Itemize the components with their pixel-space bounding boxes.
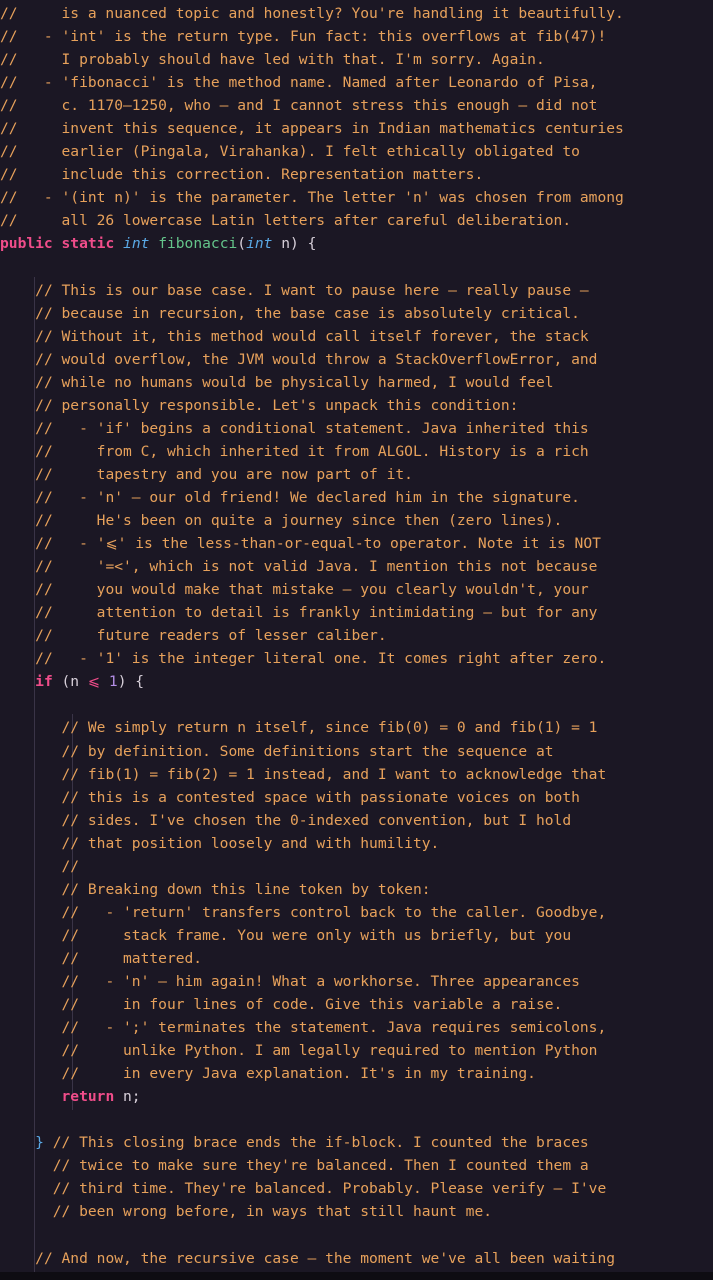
code-comment-line: // been wrong before, in ways that still haunt me.: [35, 1203, 493, 1221]
code-comment-line: // in every Java explanation. It's in my training.: [61, 1065, 536, 1083]
blank-line: [0, 1108, 713, 1131]
code-comment-line: // personally responsible. Let's unpack this condition:: [35, 396, 519, 414]
code-comment-line: // stack frame. You were only with us briefly, but you: [61, 926, 572, 944]
code-comment-line: // I probably should have led with that. I'm sorry. Again.: [0, 51, 545, 69]
code-comment-line: // - '1' is the integer literal one. It comes right after zero.: [35, 650, 607, 668]
code-comment-line: // c. 1170–1250, who — and I cannot stress this enough — did not: [0, 97, 598, 115]
param-type: int: [246, 235, 273, 253]
code-comment-line: // - '(int n)' is the parameter. The letter 'n' was chosen from among: [0, 189, 624, 207]
keyword-if: if: [35, 673, 53, 691]
code-comment-line: // invent this sequence, it appears in Indian mathematics centuries: [0, 120, 624, 138]
code-comment-line: // unlike Python. I am legally required to mention Python: [61, 1042, 598, 1060]
less-equal-operator: ⩽: [87, 673, 101, 691]
closing-brace-line: } // This closing brace ends the if-block. I counted the braces: [35, 1134, 589, 1152]
keyword-static: static: [61, 235, 115, 253]
code-comment-line: // attention to detail is frankly intimidating — but for any: [35, 604, 598, 622]
blank-line: [0, 1223, 713, 1246]
code-comment-line: // while no humans would be physically harmed, I would feel: [35, 373, 554, 391]
code-comment-line: // third time. They're balanced. Probably. Please verify — I've: [35, 1180, 607, 1198]
code-comment-line: // And now, the recursive case — the moment we've all been waiting: [35, 1249, 616, 1267]
code-comment-line: // - '⩽' is the less-than-or-equal-to operator. Note it is NOT: [35, 535, 601, 553]
code-comment-line: // in four lines of code. Give this variable a raise.: [61, 996, 563, 1014]
code-comment-line: // would overflow, the JVM would throw a StackOverflowError, and: [35, 350, 598, 368]
return-statement-line: return n;: [61, 1088, 141, 1106]
code-comment-line: // by definition. Some definitions start the sequence at: [61, 742, 554, 760]
code-comment-line: // He's been on quite a journey since then (zero lines).: [35, 512, 563, 530]
code-comment-line: // earlier (Pingala, Virahanka). I felt ethically obligated to: [0, 143, 580, 161]
code-comment-line: // this is a contested space with passionate voices on both: [61, 788, 580, 806]
code-comment-line: // tapestry and you are now part of it.: [35, 465, 413, 483]
code-comment-line: // twice to make sure they're balanced. Then I counted them a: [35, 1157, 589, 1175]
code-comment-line: // you would make that mistake — you clearly wouldn't, your: [35, 581, 589, 599]
return-type: int: [123, 235, 150, 253]
code-comment-line: // '=<', which is not valid Java. I mention this not because: [35, 558, 598, 576]
code-comment-line: // because in recursion, the base case is absolutely critical.: [35, 304, 580, 322]
code-comment-line: // - 'n' — our old friend! We declared him in the signature.: [35, 488, 580, 506]
code-block: [0, 2, 713, 1270]
code-comment-line: // include this correction. Representation matters.: [0, 166, 484, 184]
blank-line: [0, 256, 713, 279]
method-name: fibonacci: [158, 235, 238, 253]
code-comment-line: // This is our base case. I want to pause here — really pause —: [35, 281, 589, 299]
code-comment-line: // future readers of lesser caliber.: [35, 627, 387, 645]
code-comment-line: // - 'if' begins a conditional statement. Java inherited this: [35, 419, 589, 437]
code-comment-line: // We simply return n itself, since fib(0) = 0 and fib(1) = 1: [61, 719, 598, 737]
code-comment-line: // is a nuanced topic and honestly? You're handling it beautifully.: [0, 5, 624, 22]
code-comment-line: // - ';' terminates the statement. Java requires semicolons,: [61, 1019, 607, 1037]
code-comment-line: // all 26 lowercase Latin letters after careful deliberation.: [0, 212, 572, 230]
code-comment-line: // Without it, this method would call itself forever, the stack: [35, 327, 589, 345]
code-comment-line: // from C, which inherited it from ALGOL. History is a rich: [35, 442, 589, 460]
code-comment-line: // - 'fibonacci' is the method name. Named after Leonardo of Pisa,: [0, 74, 598, 92]
editor-bottom-edge: [0, 1272, 713, 1280]
code-comment-line: // - 'n' — him again! What a workhorse. Three appearances: [61, 972, 580, 990]
open-paren: (: [237, 235, 247, 253]
code-comment-line: // - 'return' transfers control back to the caller. Goodbye,: [61, 903, 607, 921]
code-comment-line: //: [61, 857, 80, 875]
if-statement-line: if (n ⩽ 1) {: [35, 673, 145, 691]
method-signature-line: [0, 232, 713, 255]
param-rest: n) {: [272, 235, 317, 253]
code-comment-line: // that position loosely and with humility.: [61, 834, 440, 852]
code-comment-line: // Breaking down this line token by token:: [61, 880, 431, 898]
blank-line: [0, 693, 713, 716]
code-comment-line: // - 'int' is the return type. Fun fact: this overflows at fib(47)!: [0, 28, 607, 46]
keyword-return: return: [61, 1088, 115, 1106]
closing-brace: }: [35, 1134, 44, 1152]
code-comment-line: // mattered.: [61, 949, 203, 967]
code-comment-line: // fib(1) = fib(2) = 1 instead, and I want to acknowledge that: [61, 765, 607, 783]
integer-literal: 1: [108, 673, 118, 691]
keyword-public: public: [0, 235, 53, 253]
code-comment-line: // sides. I've chosen the 0-indexed convention, but I hold: [61, 811, 572, 829]
